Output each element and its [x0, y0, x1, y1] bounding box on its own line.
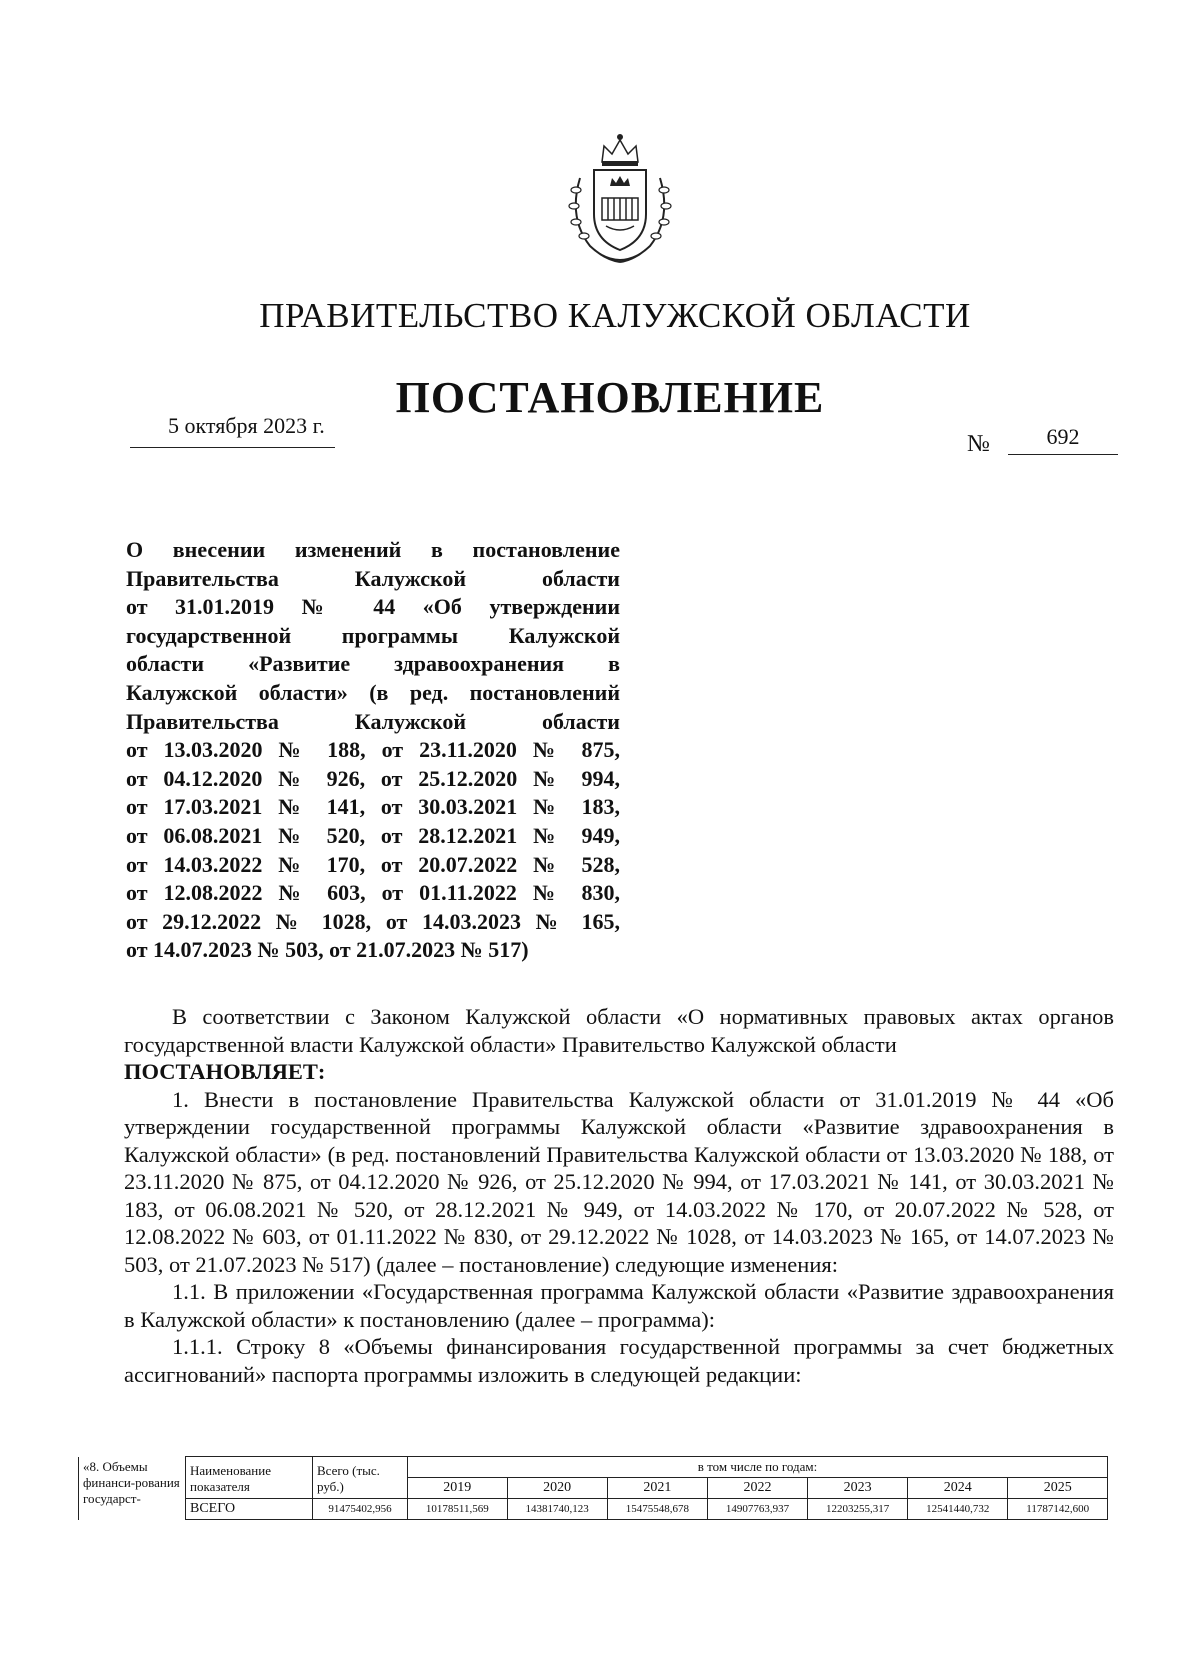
year-header: 2025: [1008, 1478, 1108, 1499]
subject-line: Правительства Калужской области: [126, 565, 620, 591]
date-underline: [130, 447, 335, 448]
intro-paragraph: В соответствии с Законом Калужской области «О нормативных правовых актах органов государственной власти Калужской области» Правительство Калужской области: [124, 1004, 1114, 1057]
subject-line: Правительства Калужской области: [126, 708, 620, 734]
table-row: [79, 1499, 1108, 1520]
years-group-header: в том числе по годам:: [408, 1457, 1108, 1478]
row-year-value: 14907763,937: [707, 1499, 807, 1520]
item-1-paragraph: 1. Внести в постановление Правительства Калужской области от 31.01.2019 № 44 «Об утверждении государственной программы Калужской области «Развитие здравоохранения в Калужской области» (в ред. постановлений Правительства Калужской области от 13.03.2020 № 188, от 23.11.2020 № 875, от 04.12.2020 № 926, от 25.12.2020 № 994, от 17.03.2021 № 141, от 30.03.2021 № 183, от 06.08.2021 № 520, от 28.12.2021 № 949, от 14.03.2022 № 170, от 20.07.2022 № 528, от 12.08.2022 № 603, от 01.11.2022 № 830, от 29.12.2022 № 1028, от 14.03.2023 № 165, от 14.07.2023 № 503, от 21.07.2023 № 517) (далее – постановление) следующие изменения:: [124, 1086, 1114, 1277]
document-subject: [126, 536, 620, 965]
financing-table: [78, 1456, 1108, 1520]
column-header-name: Наименование показателя: [186, 1457, 313, 1499]
subject-line: от 14.07.2023 № 503, от 21.07.2023 № 517): [126, 937, 529, 963]
subject-line: от 04.12.2020 № 926, от 25.12.2020 № 994,: [126, 765, 620, 791]
year-header: 2019: [408, 1478, 508, 1499]
row-year-value: 14381740,123: [507, 1499, 607, 1520]
government-title: ПРАВИТЕЛЬСТВО КАЛУЖСКОЙ ОБЛАСТИ: [259, 296, 971, 335]
subject-line: от 17.03.2021 № 141, от 30.03.2021 № 183,: [126, 794, 620, 820]
subject-line: от 31.01.2019 № 44 «Об утверждении: [126, 594, 620, 620]
year-header: 2021: [607, 1478, 707, 1499]
table-row-label: «8. Объемы финанси-рования государст-: [79, 1457, 186, 1520]
row-year-value: 12541440,732: [908, 1499, 1008, 1520]
year-header: 2022: [707, 1478, 807, 1499]
number-label: №: [967, 431, 990, 457]
row-year-value: 15475548,678: [607, 1499, 707, 1520]
subject-line: от 29.12.2022 № 1028, от 14.03.2023 № 165,: [126, 908, 620, 934]
row-year-value: 10178511,569: [408, 1499, 508, 1520]
subject-line: О внесении изменений в постановление: [126, 537, 620, 562]
row-total-value: 91475402,956: [313, 1499, 408, 1520]
subject-line: области «Развитие здравоохранения в: [126, 651, 620, 677]
subject-line: от 14.03.2022 № 170, от 20.07.2022 № 528,: [126, 851, 620, 877]
decree-word: ПОСТАНОВЛЯЕТ:: [124, 1059, 326, 1084]
row-label: ВСЕГО: [186, 1499, 313, 1520]
year-header: 2020: [507, 1478, 607, 1499]
document-number: 692: [1008, 424, 1118, 455]
year-header: 2024: [908, 1478, 1008, 1499]
subject-line: государственной программы Калужской: [126, 622, 620, 648]
document-date: 5 октября 2023 г.: [168, 413, 325, 438]
subject-line: от 06.08.2021 № 520, от 28.12.2021 № 949,: [126, 822, 620, 848]
document-type-title: ПОСТАНОВЛЕНИЕ: [395, 373, 825, 422]
item-1-1-1-paragraph: 1.1.1. Строку 8 «Объемы финансирования государственной программы за счет бюджетных ассигнований» паспорта программы изложить в следующей редакции:: [124, 1334, 1114, 1387]
item-1-1-paragraph: 1.1. В приложении «Государственная программа Калужской области «Развитие здравоохранения в Калужской области» к постановлению (далее – программа):: [124, 1279, 1114, 1332]
row-year-value: 11787142,600: [1008, 1499, 1108, 1520]
document-body: [124, 1003, 1114, 1388]
coat-of-arms-emblem: [560, 128, 680, 268]
row-year-value: 12203255,317: [808, 1499, 908, 1520]
subject-line: Калужской области» (в ред. постановлений: [126, 679, 620, 705]
subject-line: от 12.08.2022 № 603, от 01.11.2022 № 830,: [126, 880, 620, 906]
subject-line: от 13.03.2020 № 188, от 23.11.2020 № 875,: [126, 737, 620, 763]
year-header: 2023: [808, 1478, 908, 1499]
column-header-total: Всего (тыс. руб.): [313, 1457, 408, 1499]
